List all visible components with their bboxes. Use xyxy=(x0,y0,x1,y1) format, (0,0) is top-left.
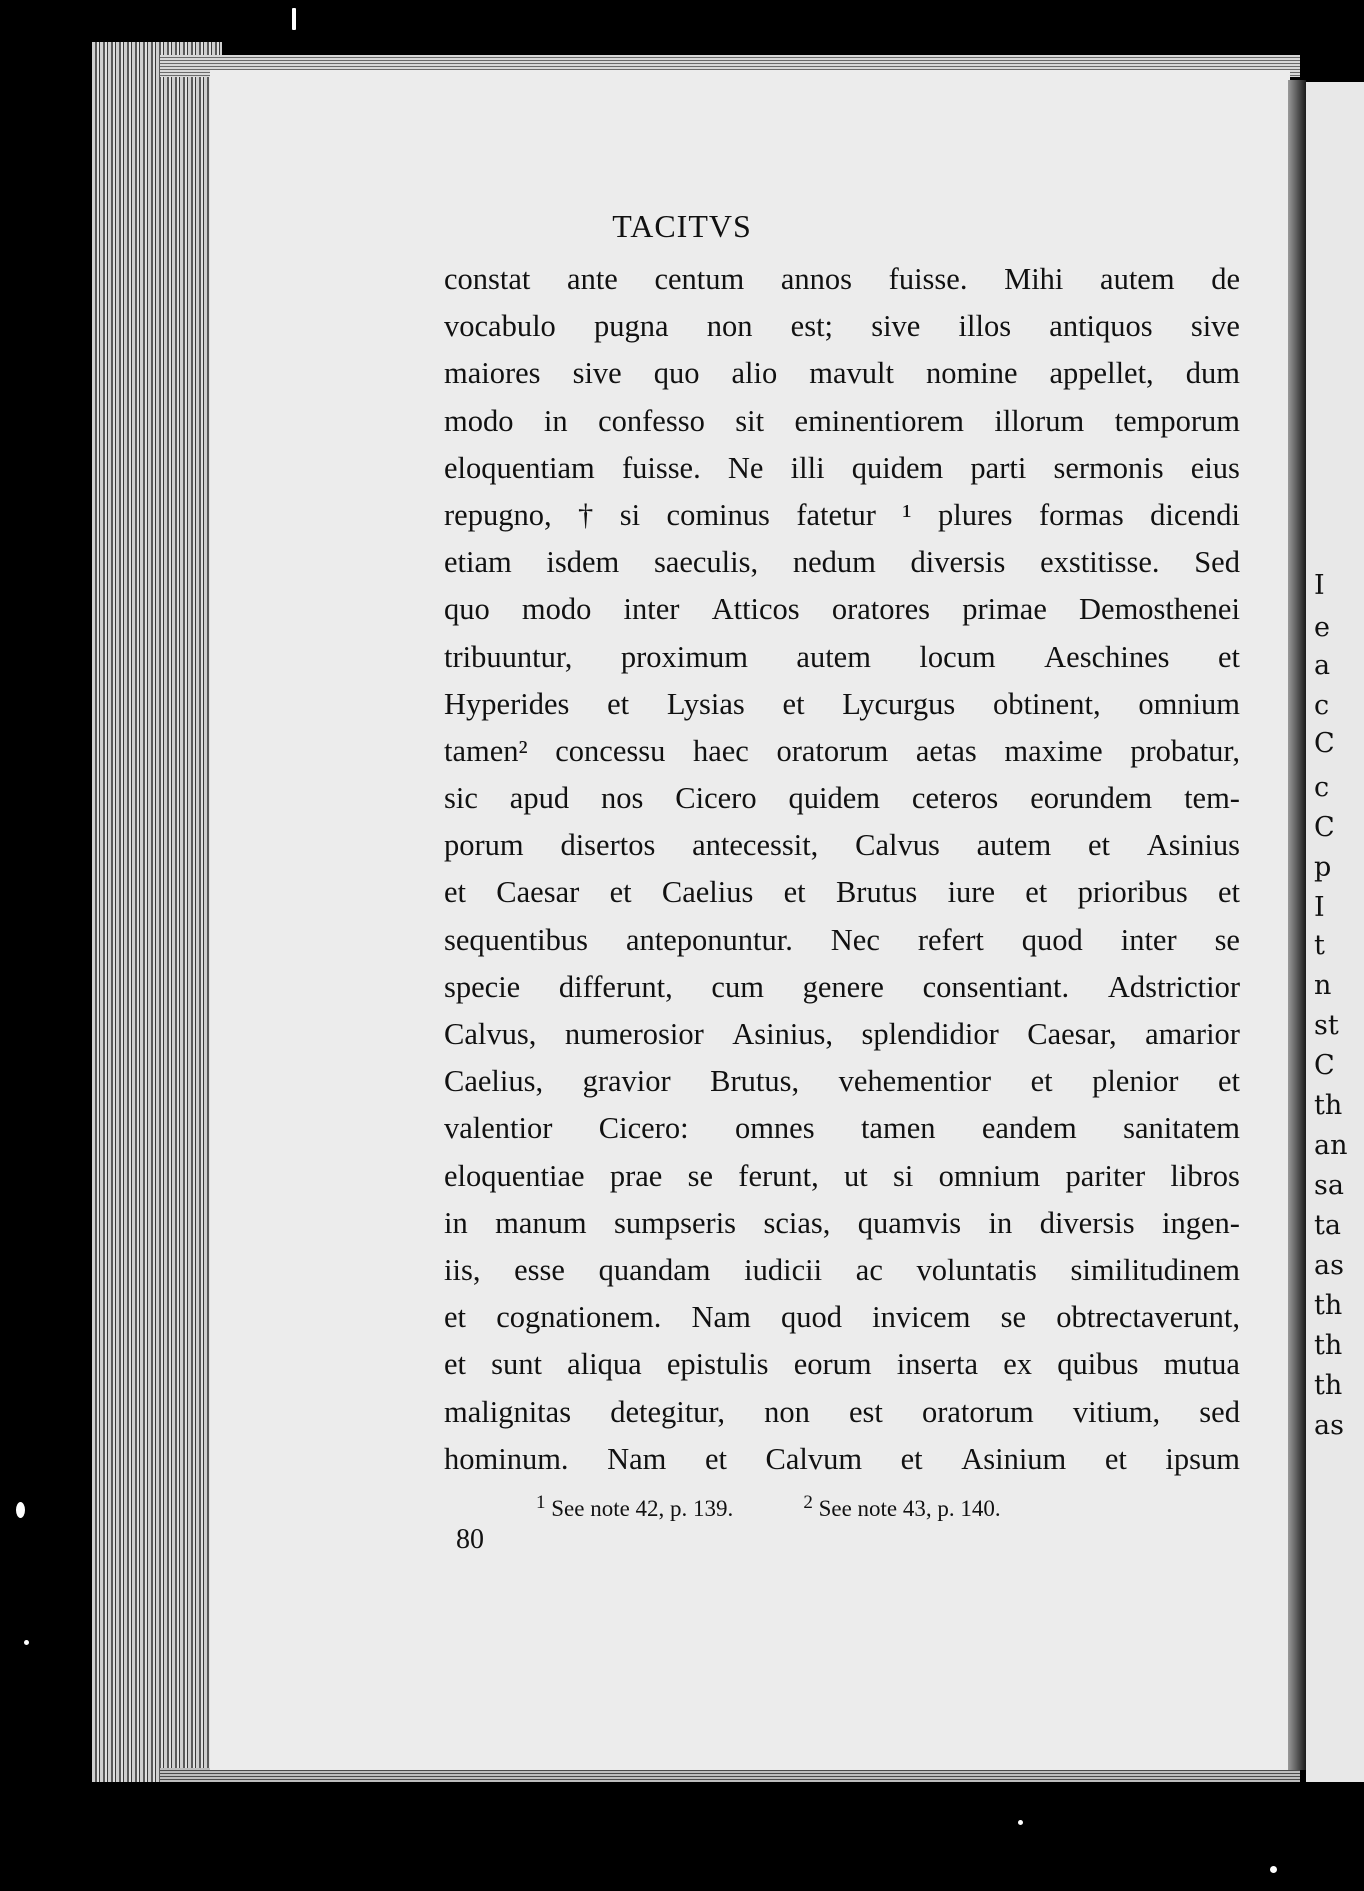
facing-page-fragment: I xyxy=(1314,892,1325,923)
text-line: Caelius, gravior Brutus, vehementior et plenior et xyxy=(444,1064,1240,1099)
text-line: sic apud nos Cicero quidem ceteros eorundem tem- xyxy=(444,781,1240,816)
facing-page-fragment: C xyxy=(1314,812,1335,843)
facing-page-fragment: t xyxy=(1314,930,1325,961)
text-line: hominum. Nam et Calvum et Asinium et ipsum xyxy=(444,1441,1240,1476)
text-line: et cognationem. Nam quod invicem se obtrectaverunt, xyxy=(444,1300,1240,1335)
facing-page-fragment: th xyxy=(1314,1330,1343,1361)
facing-page-fragment: c xyxy=(1314,772,1330,803)
text-line: valentior Cicero: omnes tamen eandem sanitatem xyxy=(444,1111,1240,1146)
text-line: tamen² concessu haec oratorum aetas maxime probatur, xyxy=(444,733,1240,768)
facing-page-fragment: st xyxy=(1314,1010,1339,1041)
facing-page-fragment: sa xyxy=(1314,1170,1344,1201)
text-line: vocabulo pugna non est; sive illos antiquos sive xyxy=(444,309,1240,344)
facing-page-fragment: an xyxy=(1314,1130,1348,1161)
text-line: constat ante centum annos fuisse. Mihi autem de xyxy=(444,262,1240,296)
text-line: malignitas detegitur, non est oratorum vitium, sed xyxy=(444,1394,1240,1429)
scan-artifact xyxy=(1270,1866,1277,1873)
text-line: modo in confesso sit eminentiorem illorum temporum xyxy=(444,403,1240,438)
text-line: porum disertos antecessit, Calvus autem et Asinius xyxy=(444,828,1240,863)
body-text xyxy=(444,256,1240,1483)
text-line: tribuuntur, proximum autem locum Aeschines et xyxy=(444,639,1240,674)
facing-page-edge xyxy=(1306,82,1364,1782)
facing-page-fragment: th xyxy=(1314,1090,1343,1121)
running-head: TACITVS xyxy=(612,208,752,244)
footnotes xyxy=(536,1492,1001,1522)
facing-page-fragment: as xyxy=(1314,1250,1344,1281)
scan-artifact xyxy=(292,8,296,30)
facing-page-fragment: a xyxy=(1314,650,1331,681)
text-line: sequentibus anteponuntur. Nec refert quod inter se xyxy=(444,922,1240,957)
footnote-1: $^1$ See note 42, p. 139. xyxy=(536,1492,734,1521)
facing-page-fragment: n xyxy=(1314,970,1332,1001)
stacked-page-edges-left xyxy=(92,42,222,1782)
text-line: Hyperides et Lysias et Lycurgus obtinent, omnium xyxy=(444,686,1240,721)
facing-page-fragment: ta xyxy=(1314,1210,1341,1241)
text-line: eloquentiae prae se ferunt, ut si omnium pariter libros xyxy=(444,1158,1240,1193)
scan-artifact xyxy=(16,1502,25,1518)
text-line: in manum sumpseris scias, quamvis in diversis ingen- xyxy=(444,1205,1240,1240)
text-line: iis, esse quandam iudicii ac voluntatis similitudinem xyxy=(444,1252,1240,1287)
text-line: repugno, † si cominus fatetur ¹ plures formas dicendi xyxy=(444,497,1240,532)
text-line: Calvus, numerosior Asinius, splendidior Caesar, amarior xyxy=(444,1017,1240,1051)
facing-page-fragment: p xyxy=(1314,852,1332,883)
text-line: et sunt aliqua epistulis eorum inserta ex quibus mutua xyxy=(444,1347,1240,1382)
text-line: etiam isdem saeculis, nedum diversis exstitisse. Sed xyxy=(444,545,1240,580)
scan-artifact xyxy=(24,1640,29,1645)
footnote-2: $^2$ See note 43, p. 140. xyxy=(803,1492,1001,1521)
facing-page-fragment: C xyxy=(1314,1050,1335,1081)
facing-page-fragment: c xyxy=(1314,690,1330,721)
text-line: quo modo inter Atticos oratores primae Demosthenei xyxy=(444,592,1240,627)
stacked-page-edges-bottom xyxy=(160,1768,1300,1782)
facing-page-fragment: as xyxy=(1314,1410,1344,1441)
facing-page-fragment: C xyxy=(1314,728,1335,759)
facing-page-fragment: th xyxy=(1314,1290,1343,1321)
page-number: 80 xyxy=(456,1524,484,1555)
spine-shadow xyxy=(1288,80,1306,1770)
scan-artifact xyxy=(1018,1820,1023,1825)
facing-page-fragment: e xyxy=(1314,612,1330,643)
text-line: specie differunt, cum genere consentiant. Adstrictior xyxy=(444,969,1240,1004)
facing-page-fragment: I xyxy=(1314,570,1325,601)
text-line: maiores sive quo alio mavult nomine appellet, dum xyxy=(444,356,1240,391)
facing-page-fragment: th xyxy=(1314,1370,1343,1401)
text-line: et Caesar et Caelius et Brutus iure et prioribus et xyxy=(444,875,1240,910)
text-line: eloquentiam fuisse. Ne illi quidem parti sermonis eius xyxy=(444,450,1240,485)
